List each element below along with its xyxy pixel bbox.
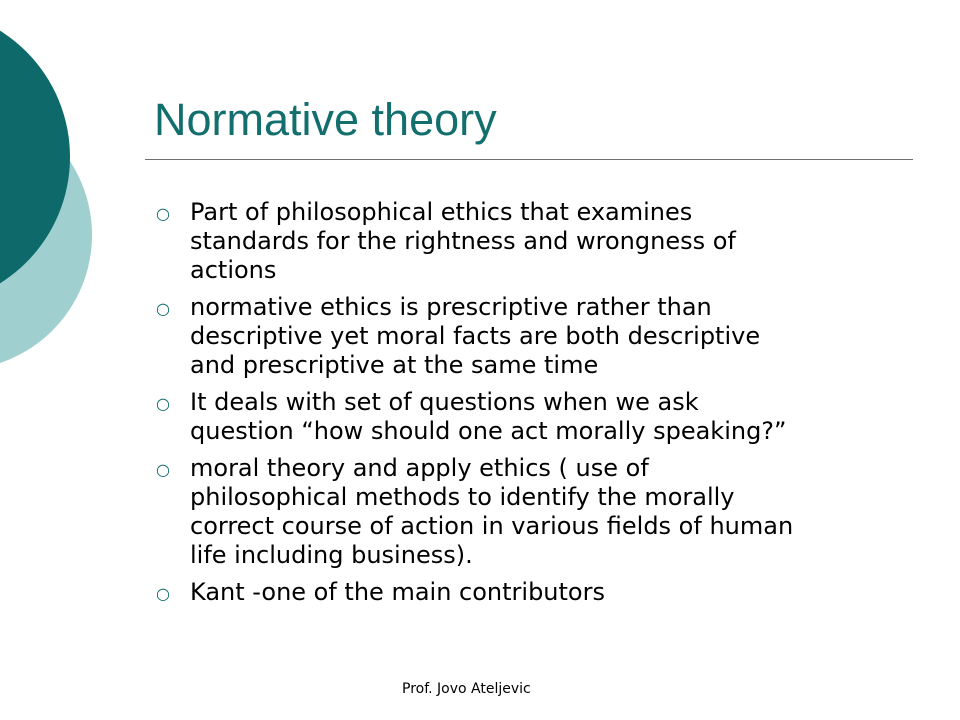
- bullet-item: [156, 578, 916, 607]
- bullet-text: Part of philosophical ethics that examines standards for the rightness and wrongness of actions: [190, 198, 736, 284]
- bullet-item: [156, 293, 916, 380]
- title-divider: [145, 159, 913, 160]
- slide-footer-author: Prof. Jovo Ateljevic: [402, 681, 531, 697]
- bullet-text: It deals with set of questions when we ask question “how should one act morally speaking?”: [190, 388, 787, 445]
- bullet-list: [156, 198, 916, 615]
- hollow-circle-icon: ○: [156, 299, 170, 318]
- hollow-circle-icon: ○: [156, 394, 170, 413]
- hollow-circle-icon: ○: [156, 204, 170, 223]
- bullet-item: [156, 388, 916, 446]
- bullet-text: moral theory and apply ethics ( use of philosophical methods to identify the morally correct course of action in various fields of human life including business).: [190, 454, 794, 569]
- slide-title: Normative theory: [154, 94, 497, 145]
- hollow-circle-icon: ○: [156, 460, 170, 479]
- bullet-item: [156, 198, 916, 285]
- bullet-text: normative ethics is prescriptive rather than descriptive yet moral facts are both descriptive and prescriptive at the same time: [190, 293, 761, 379]
- hollow-circle-icon: ○: [156, 584, 170, 603]
- bullet-item: [156, 454, 916, 570]
- bullet-text: Kant -one of the main contributors: [190, 578, 605, 606]
